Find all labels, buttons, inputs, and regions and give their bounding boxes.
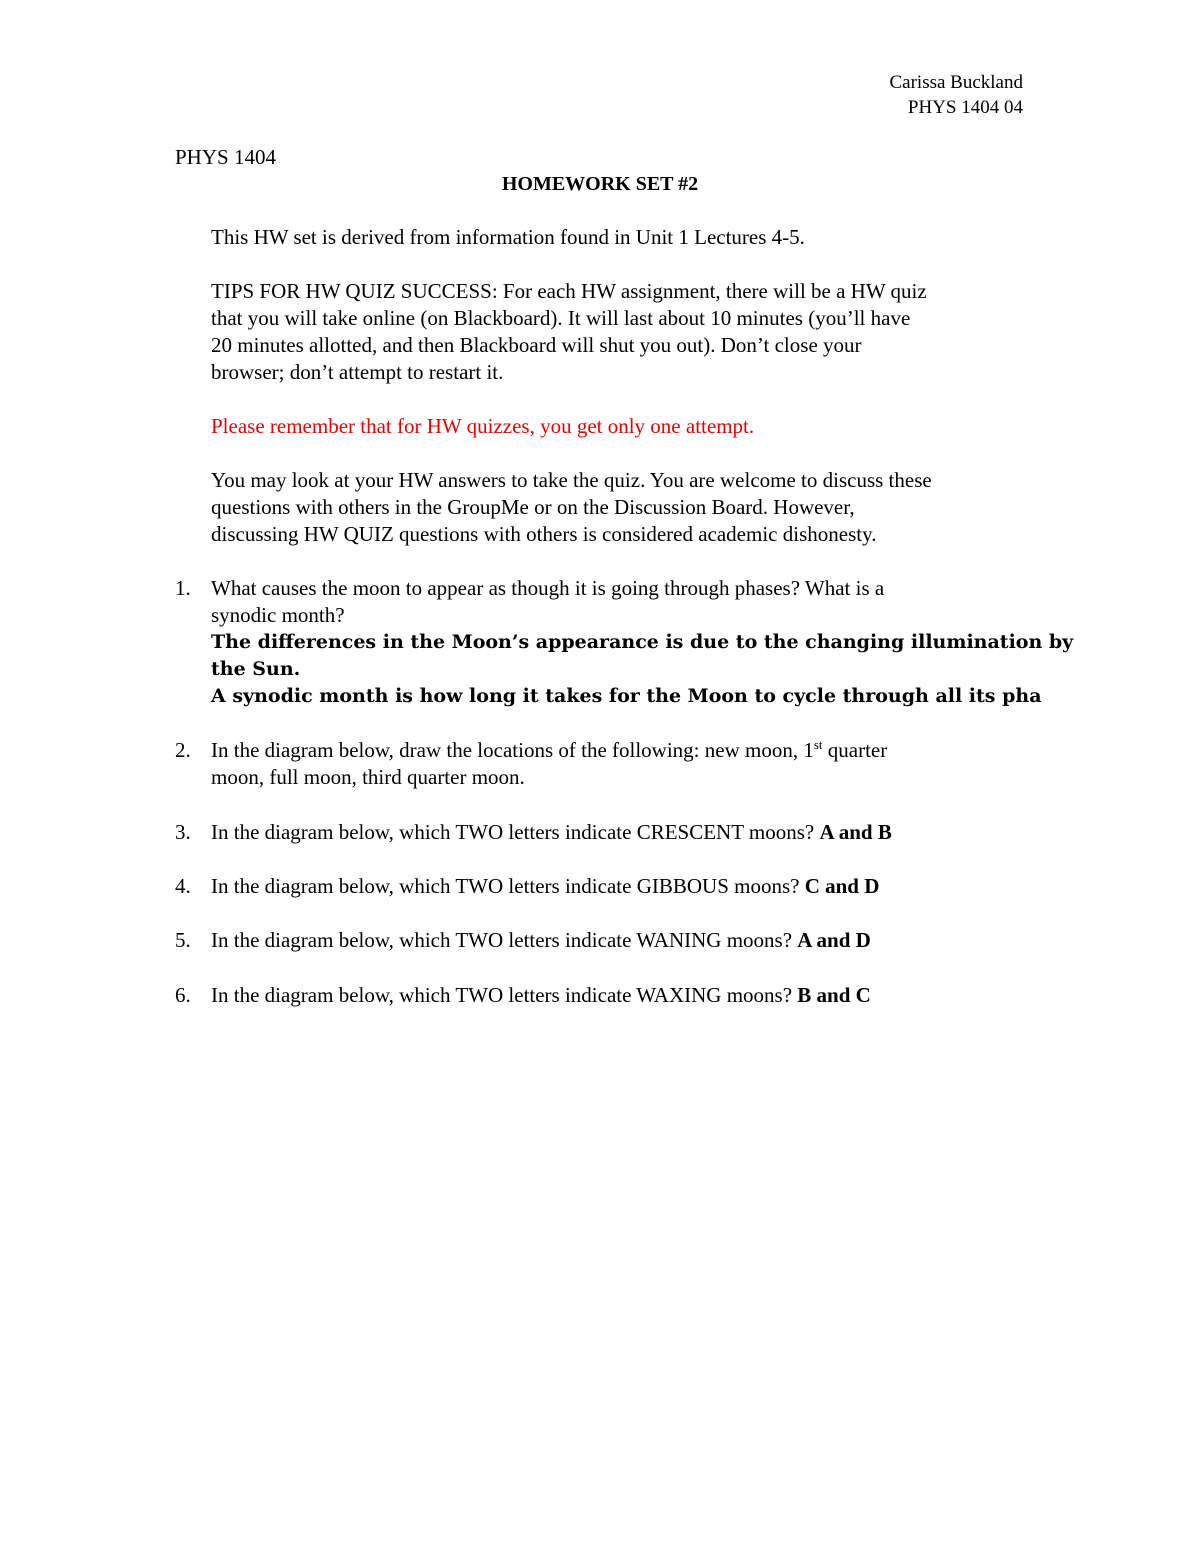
policy-line: discussing HW QUIZ questions with others is considered academic dishonesty. [211,522,877,546]
question-number: 3. [175,820,191,844]
question-text [211,982,1035,1009]
question-number: 4. [175,874,191,898]
answer-line: the Sun. [211,658,301,680]
question-line: synodic month? [211,603,345,627]
intro-paragraph: This HW set is derived from information found in Unit 1 Lectures 4-5. [211,225,805,249]
tips-line: TIPS FOR HW QUIZ SUCCESS: For each HW assignment, there will be a HW quiz [211,279,927,303]
question-text [211,575,1074,710]
tips-line: that you will take online (on Blackboard). It will last about 10 minutes (you’ll have [211,306,911,330]
question-text [211,819,1035,846]
question-number: 1. [175,576,191,600]
question-text [211,737,1035,791]
policy-paragraph [211,467,1031,548]
question-line-text: In the diagram below, which TWO letters indicate GIBBOUS moons? [211,874,805,898]
author-header [889,70,1023,120]
question-number: 6. [175,983,191,1007]
question-line-text: quarter [822,738,888,762]
question-line [211,737,1035,764]
policy-line: You may look at your HW answers to take the quiz. You are welcome to discuss these [211,468,932,492]
question-line: What causes the moon to appear as though it is going through phases? What is a [211,576,885,600]
author-name: Carissa Buckland [889,72,1023,93]
question-line-text: In the diagram below, which TWO letters indicate CRESCENT moons? [211,820,820,844]
question-4 [175,873,1035,900]
attempt-warning: Please remember that for HW quizzes, you get only one attempt. [211,414,755,438]
page-title: HOMEWORK SET #2 [501,173,699,195]
policy-line: questions with others in the GroupMe or on the Discussion Board. However, [211,495,855,519]
answer-text: B and C [797,983,871,1007]
question-5 [175,927,1035,954]
answer-text: A and D [797,928,871,952]
answer-line: The differences in the Moon’s appearance is due to the changing illumination by [211,631,1074,653]
tips-line: browser; don’t attempt to restart it. [211,360,504,384]
question-number: 5. [175,928,191,952]
question-6 [175,982,1035,1009]
question-1 [175,575,1074,710]
question-line-text: In the diagram below, which TWO letters indicate WANING moons? [211,928,798,952]
question-text [211,873,1035,900]
question-line-text: In the diagram below, which TWO letters indicate WAXING moons? [211,983,798,1007]
tips-paragraph [211,278,1031,386]
question-line-text: In the diagram below, draw the locations of the following: new moon, 1 [211,738,814,762]
course-code: PHYS 1404 [175,145,276,169]
tips-line: 20 minutes allotted, and then Blackboard will shut you out). Don’t close your [211,333,862,357]
question-number: 2. [175,738,191,762]
question-3 [175,819,1035,846]
answer-line: A synodic month is how long it takes for the Moon to cycle through all its pha [211,685,1042,707]
question-text [211,927,1035,954]
ordinal-suffix: st [813,737,823,752]
answer-text: C and D [804,874,880,898]
course-section: PHYS 1404 04 [907,97,1023,118]
question-2 [175,737,1035,791]
answer-text: A and B [819,820,892,844]
question-line: moon, full moon, third quarter moon. [211,765,525,789]
